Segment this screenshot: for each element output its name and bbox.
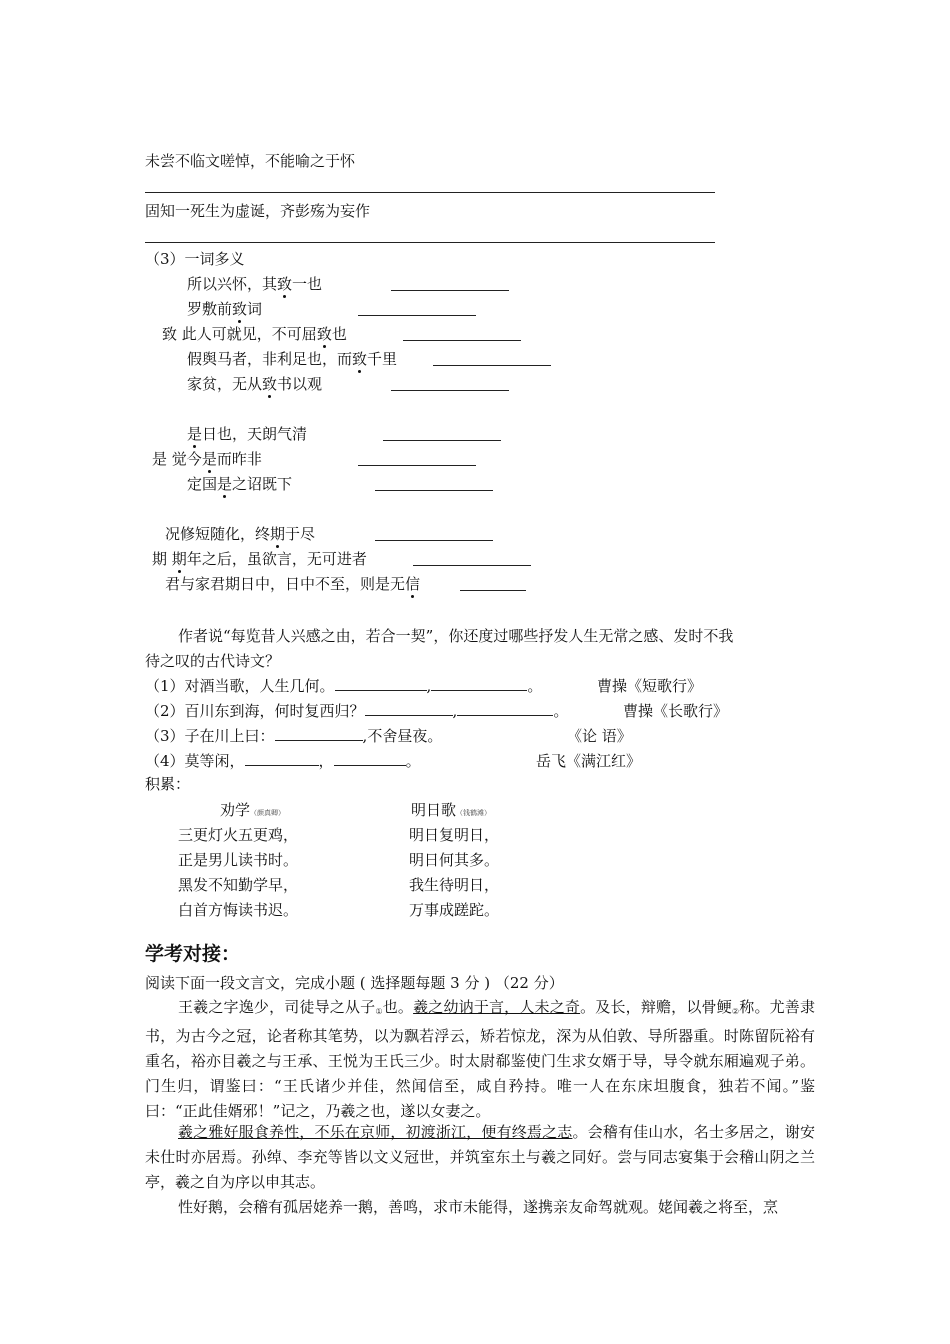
zhi-item-5: 家贫，无从致书以观 <box>187 375 323 393</box>
fill-blank[interactable] <box>275 726 363 741</box>
poem1-line: 正是男儿读书时。 <box>178 851 299 869</box>
zhi-item-3: 致 此人可就见，不可屈致也 <box>162 325 347 343</box>
underlined-sentence-2: 羲之雅好服食养性，不乐在京师，初渡浙江，便有终焉之志 <box>178 1123 573 1141</box>
zhi-answer-1[interactable] <box>391 276 509 291</box>
poem1-title: 劝学（颜真卿） <box>220 801 286 819</box>
shi-answer-2[interactable] <box>358 451 476 466</box>
poem1-line: 白首方悔读书迟。 <box>178 901 299 919</box>
qi-item-3: 君与家君期日中，日中不至，则是无信 <box>165 575 421 593</box>
poem1-line: 黑发不知勤学早， <box>178 876 299 894</box>
poem2-title: 明日歌（钱鹤滩） <box>411 801 492 819</box>
zhi-answer-2[interactable] <box>358 301 476 316</box>
zhi-item-2: 罗敷前致词 <box>187 300 263 318</box>
shi-group-char: 是 <box>152 450 168 468</box>
shi-answer-3[interactable] <box>375 476 493 491</box>
zhi-answer-5[interactable] <box>391 376 509 391</box>
fill-blank[interactable] <box>431 676 527 691</box>
poem2-line: 明日何其多。 <box>409 851 500 869</box>
qi-item-2: 期 期年之后，虽欲言，无可进者 <box>152 550 367 568</box>
underlined-sentence-1: 羲之幼讷于言，人未之奇 <box>413 998 581 1016</box>
question-item-3: （3）子在川上曰： ,不舍昼夜。 <box>145 727 443 745</box>
qi-item-1: 况修短随化，终期于尽 <box>165 525 316 543</box>
fill-blank[interactable] <box>335 676 427 691</box>
passage-paragraph-2: 羲之雅好服食养性，不乐在京师，初渡浙江，便有终焉之志。会稽有佳山水，名士多居之，谢安未仕时亦居焉。孙绰、李充等皆以文义冠世，并筑室东土与羲之同好。尝与同志宴集于会稽山阴之兰亭，羲之自为序以申其志。 <box>145 1123 815 1191</box>
fill-blank[interactable] <box>245 751 319 766</box>
question-intro-line-1: 作者说“每览昔人兴感之由，若合一契”，你还度过哪些抒发人生无常之感、发时不我 <box>178 627 734 645</box>
translation-sentence-2: 固知一死生为虚诞，齐彭殇为妄作 <box>145 202 371 220</box>
exam-instruction: 阅读下面一段文言文，完成小题 ( 选择题每题 3 分 ) （22 分） <box>145 974 564 992</box>
question-source-2: 曹操《长歌行》 <box>623 702 729 720</box>
question-source-4: 岳飞《满江红》 <box>536 752 642 770</box>
question-intro-line-2: 待之叹的古代诗文？ <box>145 652 281 670</box>
qi-answer-3[interactable] <box>460 576 526 591</box>
poem1-line: 三更灯火五更鸡， <box>178 826 299 844</box>
fill-blank[interactable] <box>457 701 553 716</box>
polysemy-heading: （3）一词多义 <box>145 250 245 268</box>
zhi-item-1: 所以兴怀，其致一也 <box>187 275 323 293</box>
question-item-4: （4）莫等闲， ， 。 <box>145 752 421 770</box>
poem2-line: 万事成蹉跎。 <box>409 901 500 919</box>
fill-blank[interactable] <box>365 701 453 716</box>
poem2-line: 明日复明日， <box>409 826 500 844</box>
passage-paragraph-1: 王羲之字逸少，司徒导之从子$_①$也。羲之幼讷于言，人未之奇。及长，辩赡，以骨鲠$_②$称。尤善隶书，为古今之冠，论者称其笔势，以为飘若浮云，矫若惊龙，深为从伯敦、导所器重。时陈留阮裕有重名，裕亦目羲之与王承、王悦为王氏三少。时太尉郗鉴使门生求女婿于导，导令就东厢遍观子弟。门生归，谓鉴曰：“王氏诸少并佳，然闻信至，咸自矜持。唯一人在东床坦腹食，独若不闻。”鉴曰：“正此佳婿邪！”记之，乃羲之也，遂以女妻之。 <box>145 998 815 1120</box>
answer-line-1[interactable] <box>145 192 715 193</box>
qi-answer-1[interactable] <box>375 526 493 541</box>
question-source-3: 《论 语》 <box>567 727 632 745</box>
passage-paragraph-3: 性好鹅，会稽有孤居姥养一鹅，善鸣，求市未能得，遂携亲友命驾就观。姥闻羲之将至，烹 <box>178 1198 779 1216</box>
accumulate-label: 积累： <box>145 775 191 793</box>
question-source-1: 曹操《短歌行》 <box>597 677 703 695</box>
answer-line-2[interactable] <box>145 242 715 243</box>
poem2-line: 我生待明日， <box>409 876 500 894</box>
shi-item-2: 是 觉今是而昨非 <box>152 450 262 468</box>
poem2-author: （钱鹤滩） <box>456 809 492 817</box>
qi-answer-2[interactable] <box>413 551 531 566</box>
poem1-author: （颜真卿） <box>250 809 286 817</box>
footnote-marker-1: ① <box>375 1007 383 1016</box>
qi-group-char: 期 <box>152 550 168 568</box>
fill-blank[interactable] <box>334 751 406 766</box>
footnote-marker-2: ② <box>731 1007 740 1016</box>
zhi-answer-4[interactable] <box>433 351 551 366</box>
shi-item-1: 是日也，天朗气清 <box>187 425 308 443</box>
shi-item-3: 定国是之诏既下 <box>187 475 293 493</box>
question-item-2: （2）百川东到海，何时复西归？ , 。 <box>145 702 569 720</box>
zhi-item-4: 假舆马者，非利足也，而致千里 <box>187 350 398 368</box>
zhi-group-char: 致 <box>162 325 178 343</box>
exam-section-title: 学考对接： <box>145 943 241 965</box>
shi-answer-1[interactable] <box>383 426 501 441</box>
translation-sentence-1: 未尝不临文嗟悼，不能喻之于怀 <box>145 152 356 170</box>
zhi-answer-3[interactable] <box>403 326 521 341</box>
question-item-1: （1）对酒当歌，人生几何。 , 。 <box>145 677 543 695</box>
